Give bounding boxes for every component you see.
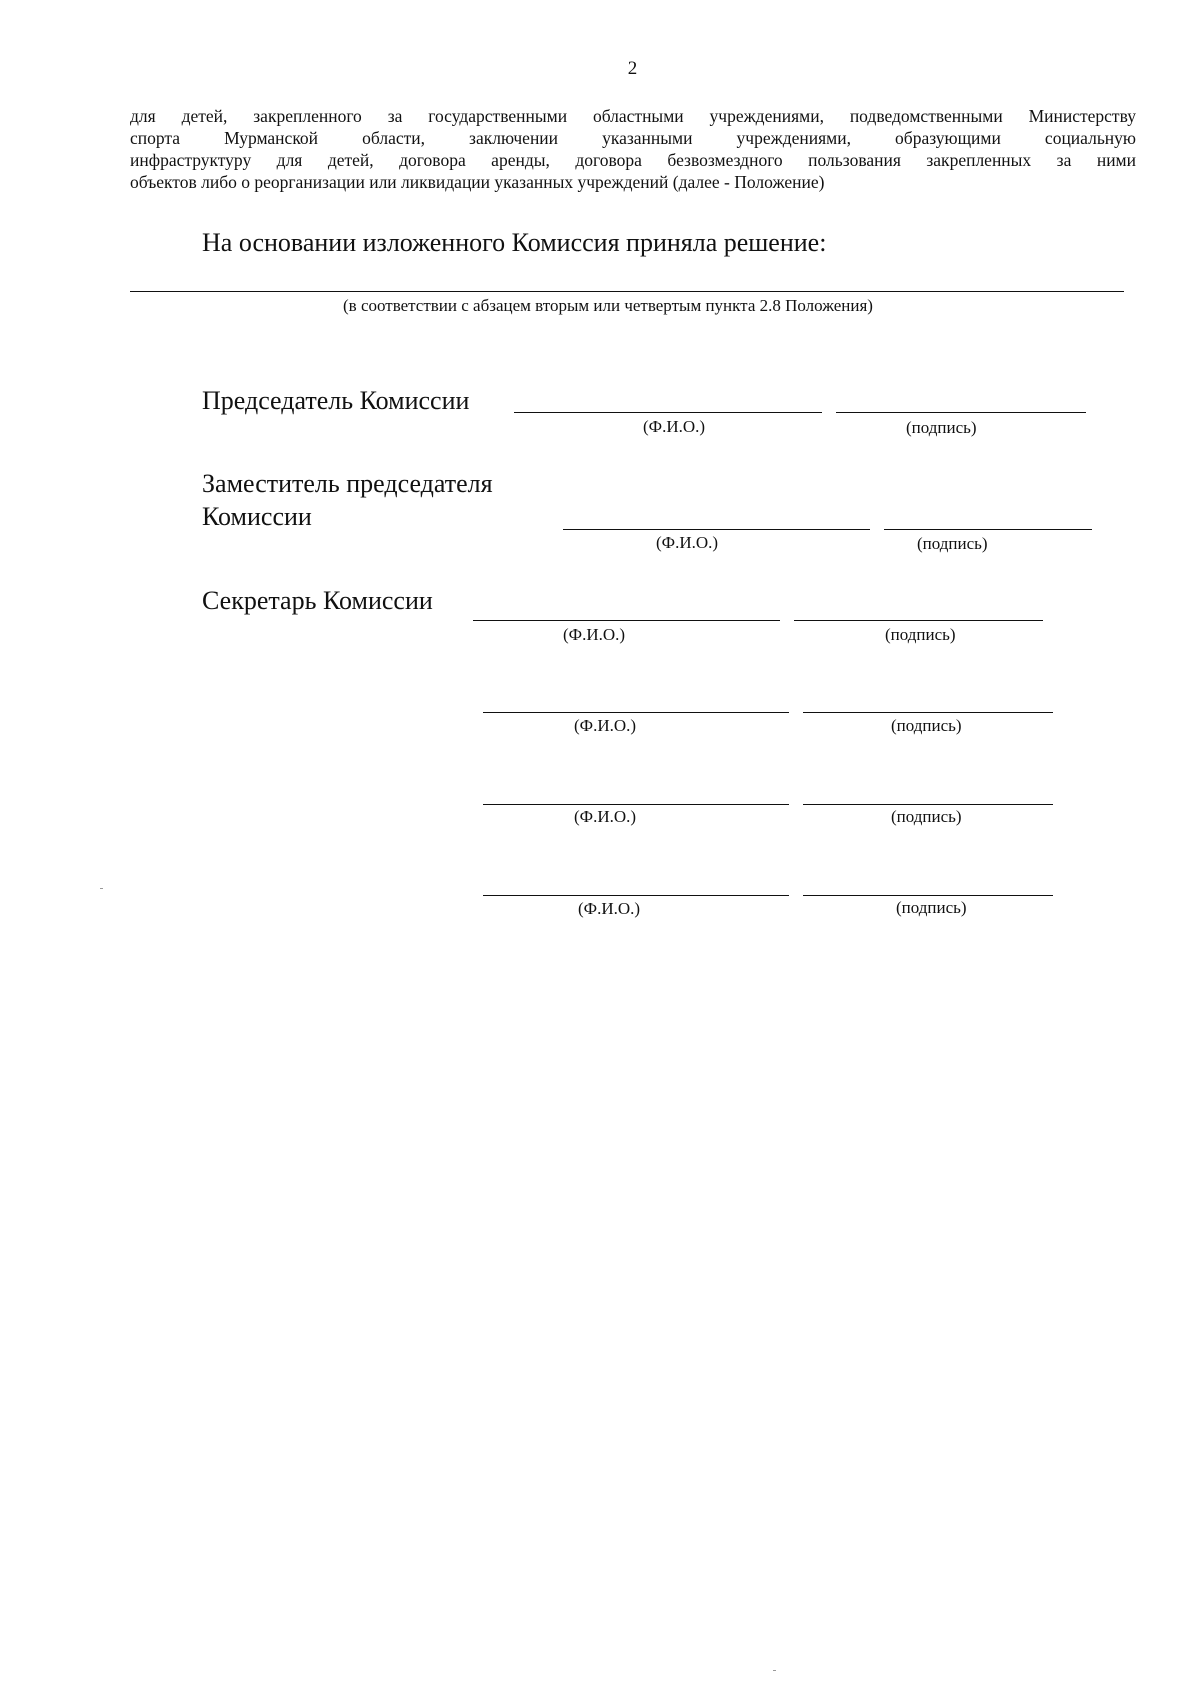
paragraph-line: спорта Мурманской области, заключении указанными учреждениями, образующими социальную — [130, 128, 1136, 148]
member3-signature-line — [803, 895, 1053, 896]
member1-signature-caption: (подпись) — [891, 716, 962, 735]
deputy-name-caption: (Ф.И.О.) — [656, 533, 719, 552]
decision-caption: (в соответствии с абзацем вторым или четвертым пункта 2.8 Положения) — [343, 296, 873, 315]
chairman-name-line — [514, 412, 822, 413]
member1-signature-line — [803, 712, 1053, 713]
chairman-name-caption: (Ф.И.О.) — [643, 417, 706, 436]
secretary-label: Секретарь Комиссии — [202, 586, 433, 615]
decision-fill-line — [130, 291, 1124, 292]
member3-name-caption: (Ф.И.О.) — [578, 899, 641, 918]
paragraph-line: для детей, закрепленного за государственными областными учреждениями, подведомственными Министерству — [130, 106, 1136, 126]
chairman-signature-line — [836, 412, 1086, 413]
deputy-signature-caption: (подпись) — [917, 534, 988, 553]
paragraph-line: объектов либо о реорганизации или ликвидации указанных учреждений (далее - Положение) — [130, 172, 825, 192]
body-paragraph — [130, 105, 1136, 193]
paragraph-line: инфраструктуру для детей, договора аренды, договора безвозмездного пользования закрепленных за ними — [130, 150, 1136, 170]
deputy-signature-line — [884, 529, 1092, 530]
member2-signature-caption: (подпись) — [891, 807, 962, 826]
member3-signature-caption: (подпись) — [896, 898, 967, 917]
decision-heading: На основании изложенного Комиссия приняла решение: — [202, 228, 827, 257]
chairman-signature-caption: (подпись) — [906, 418, 977, 437]
member2-name-caption: (Ф.И.О.) — [574, 807, 637, 826]
page-number: 2 — [627, 58, 638, 79]
member3-name-line — [483, 895, 789, 896]
scan-speck — [773, 1670, 776, 1671]
deputy-name-line — [563, 529, 870, 530]
member2-name-line — [483, 804, 789, 805]
secretary-signature-caption: (подпись) — [885, 625, 956, 644]
member1-name-line — [483, 712, 789, 713]
secretary-signature-line — [794, 620, 1043, 621]
deputy-label-continued: Комиссии — [202, 502, 312, 531]
deputy-label: Заместитель председателя — [202, 469, 493, 498]
member1-name-caption: (Ф.И.О.) — [574, 716, 637, 735]
member2-signature-line — [803, 804, 1053, 805]
chairman-label: Председатель Комиссии — [202, 386, 470, 415]
secretary-name-line — [473, 620, 780, 621]
secretary-name-caption: (Ф.И.О.) — [563, 625, 626, 644]
scan-speck — [100, 888, 103, 889]
